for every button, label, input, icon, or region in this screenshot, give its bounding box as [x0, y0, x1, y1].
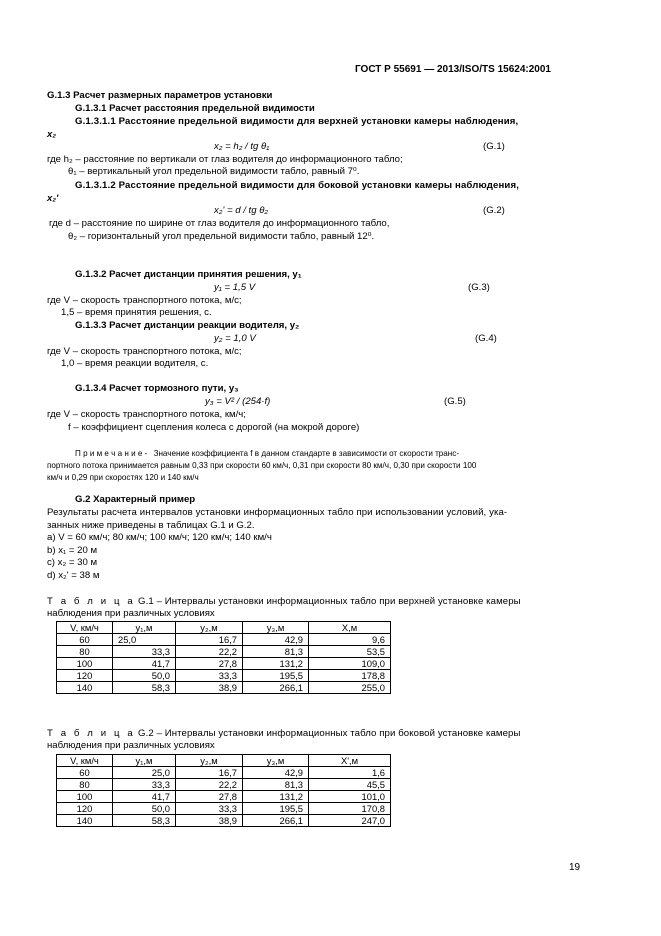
note-text: Значение коэффициента f в данном стандарте в зависимости от скорости транс-: [153, 449, 460, 458]
table-header-cell: y₁,м: [113, 755, 176, 767]
table1-caption-text: G.1 – Интервалы установки информационных табло при верхней установке камеры: [138, 596, 521, 607]
table-cell: 120: [57, 670, 113, 682]
table-cell: 247,0: [309, 815, 391, 827]
table-g1: [56, 621, 391, 694]
table-header-cell: V, км/ч: [57, 755, 113, 767]
table-cell: 27,8: [176, 658, 243, 670]
table-cell: 101,0: [309, 791, 391, 803]
table-cell: 45,5: [309, 779, 391, 791]
table-row: [57, 815, 391, 827]
where-line: 1,5 – время принятия решения, с.: [61, 307, 212, 318]
table-cell: 33,3: [113, 779, 176, 791]
table-header-cell: y₃,м: [243, 755, 309, 767]
table-header-cell: y₁,м: [113, 622, 176, 634]
table-header-cell: X,м: [309, 622, 391, 634]
note-first-line: [75, 448, 459, 460]
table-cell: 33,3: [113, 646, 176, 658]
where-line: где V – скорость транспортного потока, м/с;: [47, 346, 242, 357]
table-header-cell: y₂,м: [176, 622, 243, 634]
table1-caption: [47, 596, 521, 608]
table-cell: 195,5: [243, 670, 309, 682]
section-g131-title: G.1.3.1 Расчет расстояния предельной видимости: [75, 103, 315, 114]
table-cell: 50,0: [113, 803, 176, 815]
table2-caption-label: Т а б л и ц а: [47, 728, 136, 739]
table-row: [57, 634, 391, 646]
table-cell: 1,6: [309, 767, 391, 779]
table-cell: 27,8: [176, 791, 243, 803]
table-cell: 255,0: [309, 682, 391, 694]
table-cell: 41,7: [113, 791, 176, 803]
table-cell: 100: [57, 658, 113, 670]
formula-g1: x₂ = h₂ / tg θ₁: [214, 141, 270, 152]
table-cell: 58,3: [113, 682, 176, 694]
table-cell: 33,3: [176, 803, 243, 815]
where-line: где V – скорость транспортного потока, м/с;: [47, 295, 242, 306]
table2-caption-text: G.2 – Интервалы установки информационных табло при боковой установке камеры: [138, 728, 521, 739]
section-g1311-variable: x₂: [47, 129, 56, 140]
table-cell: 25,0: [113, 634, 176, 646]
section-g1312-variable: x₂': [47, 193, 59, 204]
table-cell: 41,7: [113, 658, 176, 670]
table2-caption: [47, 728, 520, 740]
where-line: где h₂ – расстояние по вертикали от глаз водителя до информационного табло;: [47, 154, 403, 165]
paragraph-line: занных ниже приведены в таблицах G.1 и G.2.: [47, 520, 255, 531]
table-cell: 38,9: [176, 815, 243, 827]
table-cell: 109,0: [309, 658, 391, 670]
note-label: П р и м е ч а н и е -: [75, 449, 148, 458]
where-line: f – коэффициент сцепления колеса с дорогой (на мокрой дороге): [68, 422, 360, 433]
formula-g2: x₂' = d / tg θ₂: [214, 205, 269, 216]
table-cell: 81,3: [243, 779, 309, 791]
document-id: ГОСТ Р 55691 — 2013/ISO/TS 15624:2001: [355, 64, 551, 75]
table-header-cell: y₃,м: [243, 622, 309, 634]
table-cell: 140: [57, 682, 113, 694]
table-row: [57, 658, 391, 670]
table-row: [57, 670, 391, 682]
equation-number-g1: (G.1): [483, 141, 505, 152]
table-cell: 25,0: [113, 767, 176, 779]
table-cell: 22,2: [176, 646, 243, 658]
list-item: d) x₂' = 38 м: [47, 570, 100, 581]
table-row: [57, 646, 391, 658]
table-header-cell: V, км/ч: [57, 622, 113, 634]
table-cell: 140: [57, 815, 113, 827]
where-line: где V – скорость транспортного потока, км/ч;: [47, 409, 246, 420]
table-cell: 81,3: [243, 646, 309, 658]
where-line: θ₂ – горизонтальный угол предельной видимости табло, равный 12⁰.: [68, 231, 375, 242]
table-header-cell: X',м: [309, 755, 391, 767]
table-cell: 195,5: [243, 803, 309, 815]
paragraph-line: Результаты расчета интервалов установки информационных табло при использовании условий, ука-: [47, 507, 508, 518]
table-cell: 50,0: [113, 670, 176, 682]
page-number: 19: [569, 862, 581, 873]
equation-number-g2: (G.2): [483, 205, 505, 216]
table2-caption-line2: наблюдения при различных условиях: [47, 740, 215, 751]
table-cell: 80: [57, 646, 113, 658]
table-cell: 16,7: [176, 767, 243, 779]
section-g132-title: G.1.3.2 Расчет дистанции принятия решения, y₁: [75, 269, 302, 280]
section-g133-title: G.1.3.3 Расчет дистанции реакции водителя, y₂: [75, 320, 300, 331]
equation-number-g3: (G.3): [468, 282, 490, 293]
list-item: b) x₁ = 20 м: [47, 545, 98, 556]
table-header-row: [57, 622, 391, 634]
table-cell: 131,2: [243, 658, 309, 670]
table-cell: 178,8: [309, 670, 391, 682]
table-g2: [56, 754, 391, 827]
equation-number-g4: (G.4): [475, 333, 497, 344]
table-cell: 42,9: [243, 767, 309, 779]
table-row: [57, 682, 391, 694]
table-cell: 131,2: [243, 791, 309, 803]
where-line: где d – расстояние по ширине от глаз водителя до информационного табло,: [49, 218, 390, 229]
table1-caption-line2: наблюдения при различных условиях: [47, 608, 215, 619]
table-cell: 60: [57, 767, 113, 779]
table-row: [57, 779, 391, 791]
table-cell: 53,5: [309, 646, 391, 658]
table-cell: 58,3: [113, 815, 176, 827]
table-cell: 80: [57, 779, 113, 791]
table-header-cell: y₂,м: [176, 755, 243, 767]
table-cell: 16,7: [176, 634, 243, 646]
section-g1311-title: G.1.3.1.1 Расстояние предельной видимости для верхней установки камеры наблюдения,: [75, 116, 519, 127]
table-cell: 9,6: [309, 634, 391, 646]
table1-caption-label: Т а б л и ц а: [47, 596, 136, 607]
table-cell: 60: [57, 634, 113, 646]
table-cell: 33,3: [176, 670, 243, 682]
formula-g4: y₂ = 1,0 V: [214, 333, 256, 344]
table-row: [57, 791, 391, 803]
note-line: портного потока принимается равным 0,33 при скорости 60 км/ч, 0,31 при скорости 80 км/ч, 0,30 при скорости 100: [47, 461, 477, 470]
list-item: c) x₂ = 30 м: [47, 557, 98, 568]
note-line: км/ч и 0,29 при скоростях 120 и 140 км/ч: [47, 473, 199, 482]
section-g2-title: G.2 Характерный пример: [75, 494, 196, 505]
section-g13-title: G.1.3 Расчет размерных параметров установки: [47, 90, 273, 101]
section-g1312-title: G.1.3.1.2 Расстояние предельной видимости для боковой установки камеры наблюдения,: [75, 180, 520, 191]
list-item: a) V = 60 км/ч; 80 км/ч; 100 км/ч; 120 км/ч; 140 км/ч: [47, 532, 272, 543]
table-cell: 120: [57, 803, 113, 815]
equation-number-g5: (G.5): [444, 396, 466, 407]
formula-g3: y₁ = 1,5 V: [214, 282, 256, 293]
table-cell: 38,9: [176, 682, 243, 694]
section-g134-title: G.1.3.4 Расчет тормозного пути, y₃: [75, 383, 239, 394]
table-row: [57, 767, 391, 779]
table-cell: 170,8: [309, 803, 391, 815]
table-cell: 266,1: [243, 682, 309, 694]
where-line: θ₁ – вертикальный угол предельной видимости табло, равный 7⁰.: [68, 166, 360, 177]
table-cell: 42,9: [243, 634, 309, 646]
table-header-row: [57, 755, 391, 767]
formula-g5: y₃ = V² / (254·f): [205, 396, 271, 407]
table-cell: 266,1: [243, 815, 309, 827]
table-row: [57, 803, 391, 815]
table-cell: 22,2: [176, 779, 243, 791]
where-line: 1,0 – время реакции водителя, с.: [61, 358, 209, 369]
table-cell: 100: [57, 791, 113, 803]
